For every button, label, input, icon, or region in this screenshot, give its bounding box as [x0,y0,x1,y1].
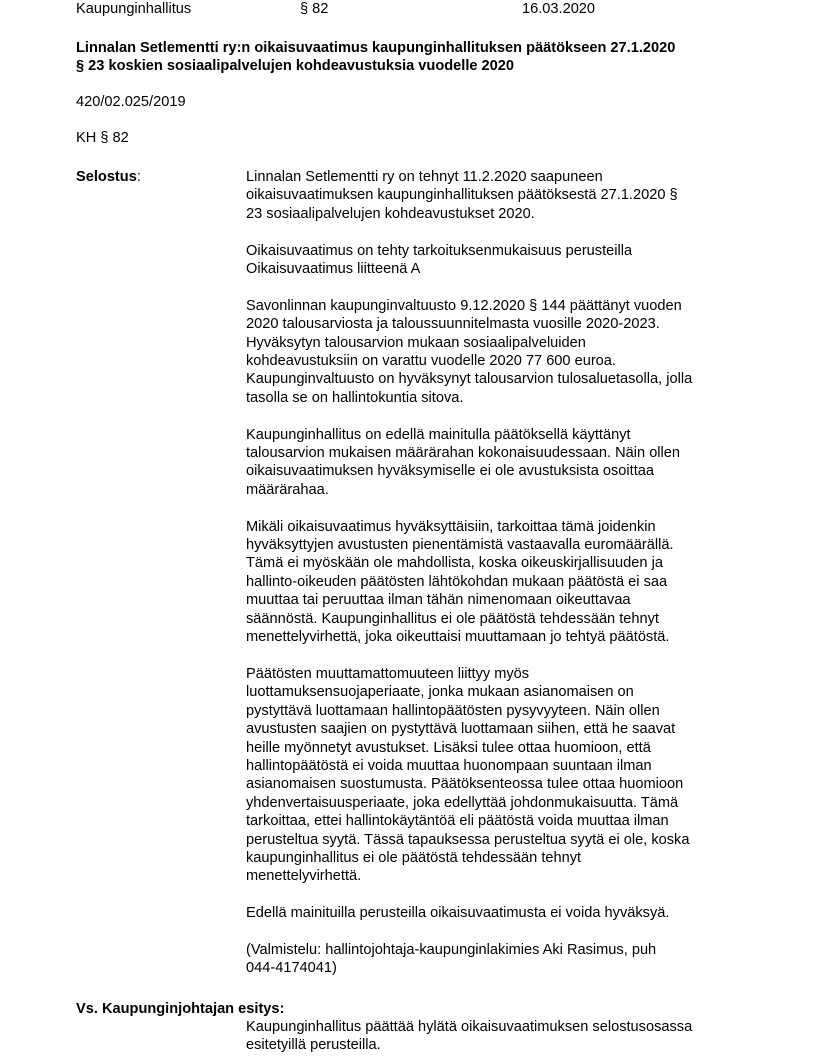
text-line: Mikäli oikaisuvaatimus hyväksyttäisiin, tarkoittaa tämä joidenkin [246,518,656,535]
selostus-paragraph [246,941,766,978]
text-line: oikaisuvaatimuksen hyväksymiselle ei ole avustuksista osoittaa [246,463,655,480]
selostus-paragraph [246,426,766,500]
text-line: Kaupunginhallitus päättää hylätä oikaisuvaatimuksen selostusosassa [246,1019,693,1035]
kh-reference: KH § 82 [76,130,129,146]
text-line: kaupunginhallitus ei ole päätöstä tehdessään tehnyt [246,849,582,866]
text-line: talousarvion mukaisen määrärahan kokonaisuudessaan. Näin ollen [246,445,681,462]
proposal-text [246,1018,692,1055]
selostus-paragraph [246,242,766,279]
text-line: yhdenvertaisuusperiaate, joka edellyttää johdonmukaisuutta. Tämä [246,794,679,811]
text-line: 23 sosiaalipalvelujen kohdeavustukset 2020. [246,205,535,222]
header-paragraph: § 82 [300,1,329,17]
text-line: pystyttävä luottamaan hallintopäätösten pysyvyyteen. Näin ollen [246,702,660,719]
text-line: Linnalan Setlementti ry on tehnyt 11.2.2020 saapuneen [246,169,603,185]
text-line: 044-4174041) [246,960,337,977]
text-line: luottamuksensuojaperiaate, jonka mukaan asianomaisen on [246,684,634,701]
selostus-label-text: Selostus [76,169,137,185]
text-line: perusteltua syytä. Tässä tapauksessa perusteltua syytä ei ole, koska [246,831,690,848]
text-line: avustusten saajien on pystyttävä luottamaan siihen, että he saavat [246,721,676,738]
text-line: tasolla se on hallintokuntia sitova. [246,389,464,406]
text-line: Kaupunginvaltuusto on hyväksynyt talousarvion tulosaluetasolla, jolla [246,371,693,388]
text-line: hallinto-oikeuden päätösten lähtökohdan mukaan päätöstä ei saa [246,573,668,590]
text-line: Edellä mainituilla perusteilla oikaisuvaatimusta ei voida hyväksyä. [246,905,670,922]
text-line: määrärahaa. [246,481,329,498]
text-line: tarkoittaa, ettei hallintokäytäntöä eli päätöstä voida muuttaa ilman [246,813,669,830]
text-line: oikaisuvaatimuksen kaupunginhallituksen päätöksestä 27.1.2020 § [246,187,678,204]
selostus-label-colon: : [136,169,141,185]
text-line: (Valmistelu: hallintojohtaja-kaupunginlakimies Aki Rasimus, puh [246,941,657,958]
title-line: § 23 koskien sosiaalipalvelujen kohdeavustuksia vuodelle 2020 [76,58,515,75]
selostus-paragraph [246,297,766,407]
header-date: 16.03.2020 [522,1,596,17]
text-line: Kaupunginhallitus on edellä mainitulla päätöksellä käyttänyt [246,426,631,443]
text-line: Tämä ei myöskään ole mahdollista, koska oikeuskirjallisuuden ja [246,555,663,572]
text-line: Savonlinnan kaupunginvaltuusto 9.12.2020 § 144 päättänyt vuoden [246,297,682,314]
text-line: menettelyvirhettä, joka oikeuttaisi muuttamaan jo tehtyä päätöstä. [246,629,670,646]
title-line: Linnalan Setlementti ry:n oikaisuvaatimus kaupunginhallituksen päätökseen 27.1.2020 [76,40,676,56]
text-line: Oikaisuvaatimus liitteenä A [246,261,421,278]
document-title [76,39,776,76]
text-line: heille myönnetyt avustukset. Lisäksi tulee ottaa huomioon, että [246,739,651,756]
selostus-body [246,168,766,996]
text-line: asianomaisen suostumusta. Päätöksenteossa tulee ottaa huomioon [246,776,684,793]
text-line: Oikaisuvaatimus on tehty tarkoituksenmukaisuus perusteilla [246,242,633,259]
text-line: Päätösten muuttamattomuuteen liittyy myös [246,665,530,682]
header-organization: Kaupunginhallitus [76,1,192,17]
proposal-label: Vs. Kaupunginjohtajan esitys: [76,1001,285,1017]
text-line: menettelyvirhettä. [246,868,362,885]
text-line: hallintopäätöstä ei voida muuttaa huonompaan suuntaan ilman [246,757,652,774]
selostus-paragraph [246,518,766,647]
text-line: muuttaa tai peruuttaa ilman tähän nimenomaan oikeuttavaa [246,592,631,609]
document-number: 420/02.025/2019 [76,94,186,110]
text-line: säännöstä. Kaupunginhallitus ei ole päätöstä tehdessään tehnyt [246,610,659,627]
selostus-paragraph [246,168,766,223]
selostus-label [76,168,141,186]
text-line: esitetyillä perusteilla. [246,1037,381,1054]
selostus-paragraph [246,665,766,886]
text-line: 2020 talousarviosta ja taloussuunnitelmasta vuosille 2020-2023. [246,316,660,333]
text-line: kohdeavustuksiin on varattu vuodelle 2020 77 600 euroa. [246,353,616,370]
selostus-paragraph [246,904,766,922]
text-line: Hyväksytyn talousarvion mukaan sosiaalipalveluiden [246,334,586,351]
text-line: hyväksyttyjen avustusten pienentämistä vastaavalla euromäärällä. [246,537,674,554]
